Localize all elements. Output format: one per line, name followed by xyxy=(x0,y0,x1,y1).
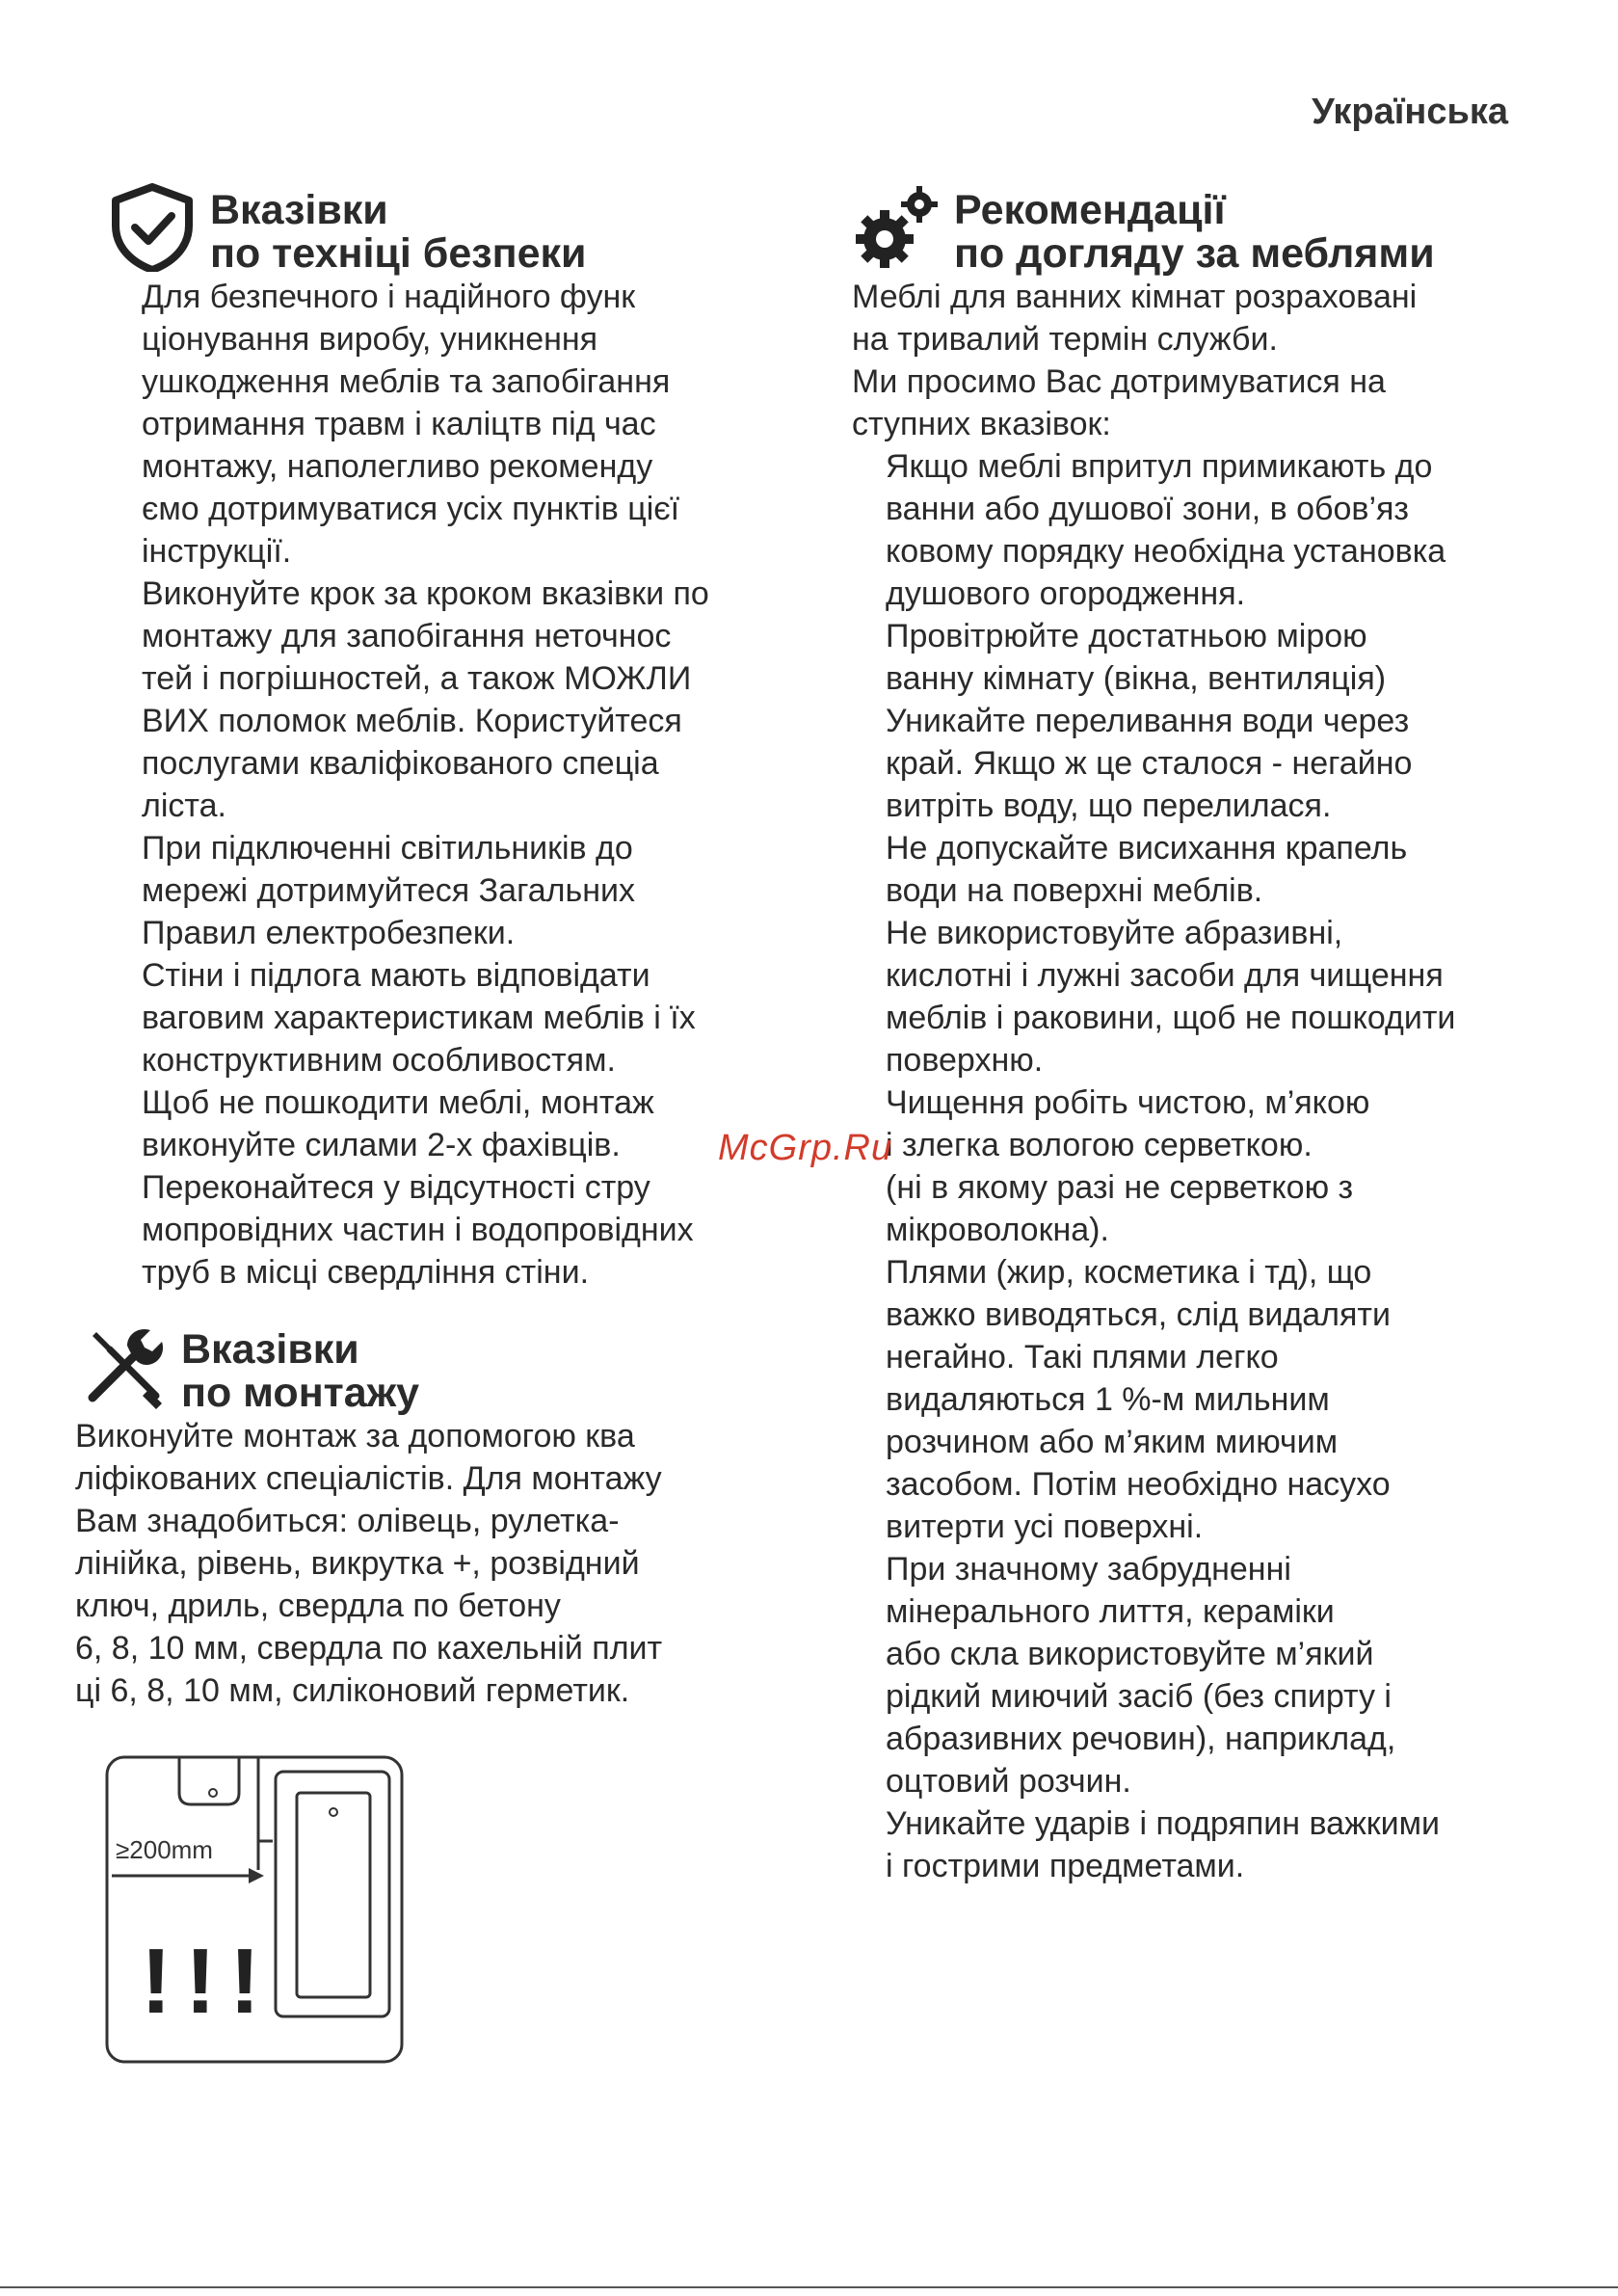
safety-text-line: ліста. xyxy=(142,788,226,824)
safety-text-line: Виконуйте крок за кроком вказівки по xyxy=(142,575,709,612)
safety-text-line: мопровідних частин і водопровідних xyxy=(142,1212,694,1248)
safety-text-line: ємо дотримуватися усіх пунктів цієї xyxy=(142,491,680,527)
care-text-line: ванни або душової зони, в обов’яз xyxy=(886,491,1410,527)
footer-line xyxy=(0,2286,1618,2288)
mounting-heading-line-1: Вказівки xyxy=(181,1326,359,1373)
safety-text-line: ВИХ поломок меблів. Користуйтеся xyxy=(142,703,682,739)
care-text-line: Не допускайте висихання крапель xyxy=(886,830,1408,867)
mounting-heading xyxy=(181,1328,419,1415)
care-text-line: ковому порядку необхідна установка xyxy=(886,533,1446,570)
mounting-text-line: 6, 8, 10 мм, свердла по кахельній плит xyxy=(75,1630,663,1667)
distance-label: ≥200mm xyxy=(116,1835,213,1864)
mounting-text-line: лінійка, рівень, викрутка +, розвідний xyxy=(75,1545,640,1582)
care-text xyxy=(852,445,1526,1887)
safety-text-line: виконуйте силами 2-х фахівців. xyxy=(142,1127,621,1163)
care-text-line: негайно. Такі плями легко xyxy=(886,1339,1279,1375)
care-section-header xyxy=(852,183,1526,276)
safety-text-line: Для безпечного і надійного функ xyxy=(142,279,636,315)
safety-heading-line-1: Вказівки xyxy=(210,187,388,233)
care-text-line: поверхню. xyxy=(886,1042,1044,1079)
safety-section-header xyxy=(108,183,802,276)
safety-text-line: При підключенні світильників до xyxy=(142,830,633,867)
care-text-line: край. Якщо ж це сталося - негайно xyxy=(886,745,1413,782)
mounting-section-header xyxy=(108,1322,802,1415)
left-column xyxy=(75,183,802,1712)
care-intro-text xyxy=(852,276,1526,445)
care-text-line: мікроволокна). xyxy=(886,1212,1109,1248)
care-text-line: абразивних речовин), наприклад, xyxy=(886,1721,1396,1757)
care-text-line: розчином або м’яким миючим xyxy=(886,1424,1339,1460)
care-text-line: витріть воду, що перелилася. xyxy=(886,788,1332,824)
care-text-line: або скла використовуйте м’який xyxy=(886,1636,1374,1672)
care-text-line: Уникайте ударів і подряпин важкими xyxy=(886,1805,1441,1842)
care-text-line: Не використовуйте абразивні, xyxy=(886,915,1343,951)
safety-text-line: Переконайтеся у відсутності стру xyxy=(142,1169,650,1206)
bath-distance-diagram xyxy=(104,1754,405,2065)
safety-text-line: труб в місці свердління стіни. xyxy=(142,1254,590,1291)
right-column xyxy=(852,183,1526,1887)
gears-icon xyxy=(852,183,941,272)
mounting-text-line: ліфікованих спеціалістів. Для монтажу xyxy=(75,1460,662,1497)
care-text-line: мінерального лиття, кераміки xyxy=(886,1593,1335,1630)
safety-text-line: мережі дотримуйтеся Загальних xyxy=(142,872,635,909)
care-intro-line: Меблі для ванних кімнат розраховані xyxy=(852,279,1418,315)
safety-text-line: Правил електробезпеки. xyxy=(142,915,516,951)
care-text-line: рідкий миючий засіб (без спирту і xyxy=(886,1678,1392,1715)
warning-marks: !!! xyxy=(141,1930,274,2033)
care-text-line: води на поверхні меблів. xyxy=(886,872,1263,909)
care-heading-line-1: Рекомендації xyxy=(954,187,1226,233)
watermark: McGrp.Ru xyxy=(718,1128,893,1168)
care-text-line: (ні в якому разі не серветкою з xyxy=(886,1169,1354,1206)
care-text-line: Якщо меблі впритул примикають до xyxy=(886,448,1433,485)
safety-text xyxy=(108,276,802,1294)
care-text-line: Провітрюйте достатньою мірою xyxy=(886,618,1367,654)
care-text-line: При значному забрудненні xyxy=(886,1551,1291,1588)
safety-text-line: ваговим характеристикам меблів і їх xyxy=(142,1000,696,1036)
care-text-line: важко виводяться, слід видаляти xyxy=(886,1296,1391,1333)
language-label: Українська xyxy=(1312,92,1508,132)
safety-text-line: монтажу, наполегливо рекоменду xyxy=(142,448,653,485)
safety-text-line: ціонування виробу, уникнення xyxy=(142,321,598,358)
mounting-text-line: ці 6, 8, 10 мм, силіконовий герметик. xyxy=(75,1672,630,1709)
mounting-text-line: ключ, дриль, свердла по бетону xyxy=(75,1588,561,1624)
safety-text-line: монтажу для запобігання неточнос xyxy=(142,618,672,654)
care-intro-line: ступних вказівок: xyxy=(852,406,1111,442)
safety-text-line: тей і погрішностей, а також МОЖЛИ xyxy=(142,660,692,697)
care-intro-line: Ми просимо Вас дотримуватися на xyxy=(852,363,1386,400)
tools-icon xyxy=(79,1322,168,1411)
safety-text-line: послугами кваліфікованого спеціа xyxy=(142,745,659,782)
safety-text-line: Стіни і підлога мають відповідати xyxy=(142,957,650,994)
care-text-line: і злегка вологою серветкою. xyxy=(886,1127,1313,1163)
safety-text-line: інструкції. xyxy=(142,533,292,570)
care-text-line: засобом. Потім необхідно насухо xyxy=(886,1466,1391,1503)
care-heading xyxy=(954,189,1435,276)
care-text-line: Плями (жир, косметика і тд), що xyxy=(886,1254,1372,1291)
mounting-text-line: Виконуйте монтаж за допомогою ква xyxy=(75,1418,635,1455)
care-text-line: душового огородження. xyxy=(886,575,1246,612)
safety-heading-line-2: по техніці безпеки xyxy=(210,230,587,277)
safety-text-line: Щоб не пошкодити меблі, монтаж xyxy=(142,1084,654,1121)
care-text-line: кислотні і лужні засоби для чищення xyxy=(886,957,1444,994)
care-text-line: витерти усі поверхні. xyxy=(886,1508,1204,1545)
care-text-line: меблів і раковини, щоб не пошкодити xyxy=(886,1000,1456,1036)
mounting-heading-line-2: по монтажу xyxy=(181,1370,420,1416)
care-intro-line: на тривалий термін служби. xyxy=(852,321,1278,358)
care-text-line: видаляються 1 %-м мильним xyxy=(886,1381,1330,1418)
safety-text-line: отримання травм і каліцтв під час xyxy=(142,406,656,442)
care-text-line: і гострими предметами. xyxy=(886,1848,1245,1884)
care-text-line: Уникайте переливання води через xyxy=(886,703,1410,739)
mounting-text-line: Вам знадобиться: олівець, рулетка- xyxy=(75,1503,620,1539)
safety-heading xyxy=(210,189,586,276)
safety-text-line: конструктивним особливостям. xyxy=(142,1042,616,1079)
mounting-text xyxy=(75,1415,802,1712)
care-text-line: ванну кімнату (вікна, вентиляція) xyxy=(886,660,1387,697)
care-heading-line-2: по догляду за меблями xyxy=(954,230,1435,277)
shield-check-icon xyxy=(108,183,197,272)
care-text-line: Чищення робіть чистою, м’якою xyxy=(886,1084,1370,1121)
care-text-line: оцтовий розчин. xyxy=(886,1763,1131,1800)
safety-text-line: ушкодження меблів та запобігання xyxy=(142,363,671,400)
